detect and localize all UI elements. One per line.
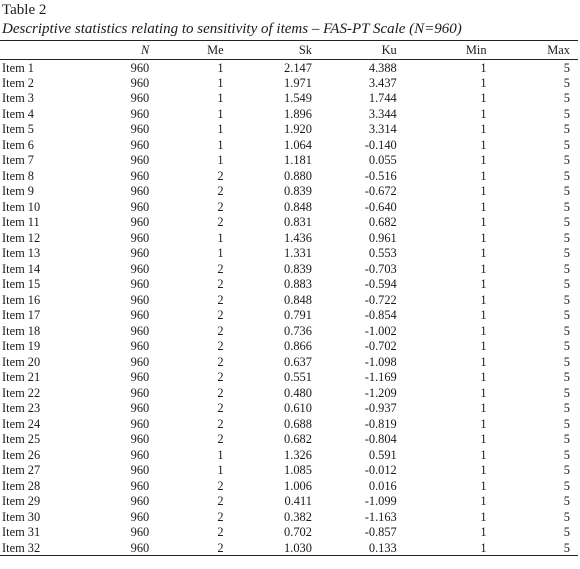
cell-item: Item 13 [2, 246, 41, 261]
table-row [0, 308, 578, 324]
cell-me: 1 [217, 230, 224, 245]
cell-me: 2 [217, 494, 224, 509]
cell-n: 960 [130, 277, 150, 292]
table-row [0, 540, 578, 556]
table-title-n: N [414, 21, 425, 37]
cell-item: Item 29 [2, 494, 41, 509]
cell-min: 1 [480, 106, 487, 121]
cell-item: Item 26 [2, 447, 41, 462]
table-row [0, 215, 578, 231]
cell-n: 960 [130, 199, 150, 214]
table-row [0, 122, 578, 138]
cell-me: 2 [217, 261, 224, 276]
cell-ku: 0.133 [314, 540, 401, 556]
cell-me: 2 [217, 416, 224, 431]
descriptive-statistics-table [0, 40, 578, 556]
cell-sk: 0.839 [284, 184, 312, 199]
cell-min: 1 [480, 478, 487, 493]
cell-item: Item 27 [2, 463, 41, 478]
table-row [0, 153, 578, 169]
cell-n: 960 [130, 416, 150, 431]
header-n: N [75, 41, 153, 60]
cell-sk: 1.326 [284, 447, 312, 462]
cell-max: 5 [563, 509, 570, 524]
cell-sk: 2.147 [284, 60, 312, 75]
cell-me: 2 [217, 354, 224, 369]
cell-ku: -0.516 [364, 168, 397, 183]
cell-item: Item 25 [2, 432, 41, 447]
cell-ku: -0.672 [364, 184, 397, 199]
cell-item: Item 16 [2, 292, 41, 307]
cell-me: 1 [217, 447, 224, 462]
cell-ku: -0.804 [364, 432, 397, 447]
cell-sk: 0.848 [284, 199, 312, 214]
cell-me: 1 [217, 91, 224, 106]
cell-max: 5 [563, 246, 570, 261]
cell-item: Item 6 [2, 137, 34, 152]
table-row [0, 292, 578, 308]
cell-min: 1 [480, 494, 487, 509]
cell-min: 1 [480, 153, 487, 168]
cell-item: Item 10 [2, 199, 41, 214]
cell-n: 960 [130, 339, 150, 354]
cell-sk: 1.085 [284, 463, 312, 478]
cell-item: Item 11 [2, 215, 40, 230]
table-header [0, 41, 578, 60]
cell-min: 1 [480, 168, 487, 183]
table-row [0, 60, 578, 76]
cell-me: 2 [217, 308, 224, 323]
cell-min: 1 [480, 323, 487, 338]
cell-n: 960 [130, 292, 150, 307]
cell-item: Item 24 [2, 416, 41, 431]
cell-item: Item 19 [2, 339, 41, 354]
cell-min: 1 [480, 246, 487, 261]
cell-n: 960 [130, 91, 150, 106]
table-row [0, 137, 578, 153]
cell-ku: -0.819 [364, 416, 397, 431]
cell-me: 2 [217, 292, 224, 307]
cell-max: 5 [563, 230, 570, 245]
cell-item: Item 2 [2, 75, 34, 90]
cell-n: 960 [130, 308, 150, 323]
table-row [0, 478, 578, 494]
cell-n: 960 [130, 354, 150, 369]
cell-ku: -1.002 [364, 323, 397, 338]
cell-me: 2 [153, 540, 229, 556]
cell-sk: 0.702 [284, 525, 312, 540]
cell-item: Item 23 [2, 401, 41, 416]
header-ku: Ku [314, 41, 401, 60]
cell-n: 960 [130, 370, 150, 385]
cell-item: Item 32 [0, 540, 75, 556]
header-max: Max [515, 41, 578, 60]
cell-n: 960 [130, 153, 150, 168]
cell-max: 5 [563, 494, 570, 509]
cell-sk: 1.006 [284, 478, 312, 493]
cell-min: 1 [480, 416, 487, 431]
cell-item: Item 1 [2, 60, 34, 75]
cell-n: 960 [130, 122, 150, 137]
header-item [0, 41, 75, 60]
cell-min: 1 [480, 292, 487, 307]
cell-n: 960 [130, 385, 150, 400]
cell-sk: 0.551 [284, 370, 312, 385]
cell-n: 960 [130, 168, 150, 183]
cell-me: 2 [217, 277, 224, 292]
cell-min: 1 [480, 215, 487, 230]
cell-me: 1 [217, 463, 224, 478]
cell-item: Item 5 [2, 122, 34, 137]
cell-n: 960 [130, 323, 150, 338]
cell-item: Item 12 [2, 230, 41, 245]
table-label: Table 2 [2, 2, 47, 18]
cell-sk: 1.331 [284, 246, 312, 261]
cell-max: 5 [563, 416, 570, 431]
table-row [0, 323, 578, 339]
table-row [0, 370, 578, 386]
cell-min: 1 [480, 277, 487, 292]
table-row [0, 447, 578, 463]
cell-sk: 0.682 [284, 432, 312, 447]
cell-max: 5 [563, 292, 570, 307]
cell-max: 5 [563, 91, 570, 106]
cell-ku: 0.016 [368, 478, 397, 493]
cell-n: 960 [130, 230, 150, 245]
cell-item: Item 7 [2, 153, 34, 168]
cell-sk: 0.866 [284, 339, 312, 354]
cell-n: 960 [130, 509, 150, 524]
cell-max: 5 [563, 261, 570, 276]
cell-ku: 3.314 [368, 122, 397, 137]
cell-max: 5 [563, 122, 570, 137]
cell-item: Item 8 [2, 168, 34, 183]
cell-n: 960 [130, 463, 150, 478]
table-row [0, 401, 578, 417]
cell-ku: 3.344 [368, 106, 397, 121]
table-row [0, 75, 578, 91]
cell-item: Item 3 [2, 91, 34, 106]
cell-me: 2 [217, 323, 224, 338]
cell-n: 960 [130, 75, 150, 90]
cell-min: 1 [480, 509, 487, 524]
cell-me: 1 [217, 60, 224, 75]
cell-sk: 1.436 [284, 230, 312, 245]
cell-me: 2 [217, 509, 224, 524]
cell-n: 960 [130, 137, 150, 152]
table-title [2, 20, 462, 38]
table-row [0, 339, 578, 355]
cell-min: 1 [480, 91, 487, 106]
cell-max: 5 [563, 60, 570, 75]
cell-max: 5 [563, 463, 570, 478]
cell-me: 2 [217, 432, 224, 447]
table-row [0, 416, 578, 432]
cell-ku: -0.703 [364, 261, 397, 276]
table-title-prefix: Descriptive statistics relating to sensitivity of items – FAS-PT Scale ( [2, 21, 415, 37]
cell-n: 960 [130, 401, 150, 416]
cell-me: 2 [217, 199, 224, 214]
table-body [0, 60, 578, 556]
header-me: Me [153, 41, 229, 60]
cell-min: 1 [480, 525, 487, 540]
cell-min: 1 [480, 60, 487, 75]
cell-max: 5 [563, 478, 570, 493]
cell-max: 5 [563, 323, 570, 338]
cell-item: Item 30 [2, 509, 41, 524]
cell-ku: -0.140 [364, 137, 397, 152]
cell-min: 1 [480, 447, 487, 462]
cell-sk: 1.030 [230, 540, 314, 556]
header-sk: Sk [230, 41, 314, 60]
cell-me: 2 [217, 215, 224, 230]
cell-min: 1 [480, 463, 487, 478]
table-row [0, 261, 578, 277]
cell-max: 5 [563, 432, 570, 447]
cell-item: Item 14 [2, 261, 41, 276]
table-row [0, 432, 578, 448]
header-min: Min [401, 41, 515, 60]
cell-ku: 1.744 [368, 91, 397, 106]
cell-me: 2 [217, 401, 224, 416]
cell-n: 960 [130, 60, 150, 75]
cell-max: 5 [563, 370, 570, 385]
cell-min: 1 [480, 339, 487, 354]
table-title-suffix: =960) [424, 21, 462, 37]
cell-max: 5 [563, 168, 570, 183]
cell-max: 5 [563, 447, 570, 462]
cell-min: 1 [480, 261, 487, 276]
cell-me: 2 [217, 525, 224, 540]
cell-max: 5 [563, 401, 570, 416]
cell-item: Item 20 [2, 354, 41, 369]
table-row [0, 184, 578, 200]
table-row [0, 246, 578, 262]
cell-sk: 0.791 [284, 308, 312, 323]
cell-max: 5 [563, 308, 570, 323]
cell-min: 1 [480, 122, 487, 137]
cell-ku: 0.682 [368, 215, 397, 230]
cell-ku: -1.098 [364, 354, 397, 369]
cell-sk: 1.920 [284, 122, 312, 137]
cell-item: Item 21 [2, 370, 41, 385]
table-row [0, 230, 578, 246]
table-row [0, 91, 578, 107]
cell-ku: -1.209 [364, 385, 397, 400]
cell-max: 5 [563, 199, 570, 214]
cell-sk: 0.480 [284, 385, 312, 400]
cell-min: 1 [480, 385, 487, 400]
cell-item: Item 31 [2, 525, 41, 540]
cell-ku: -0.937 [364, 401, 397, 416]
cell-me: 2 [217, 478, 224, 493]
cell-min: 1 [480, 75, 487, 90]
cell-sk: 0.637 [284, 354, 312, 369]
cell-max: 5 [563, 277, 570, 292]
cell-ku: 3.437 [368, 75, 397, 90]
cell-min: 1 [480, 184, 487, 199]
cell-ku: -0.722 [364, 292, 397, 307]
cell-n: 960 [130, 432, 150, 447]
cell-min: 1 [480, 308, 487, 323]
cell-sk: 0.880 [284, 168, 312, 183]
cell-n: 960 [130, 106, 150, 121]
cell-min: 1 [401, 540, 515, 556]
cell-me: 1 [217, 137, 224, 152]
table-row [0, 525, 578, 541]
cell-item: Item 9 [2, 184, 34, 199]
cell-me: 1 [217, 246, 224, 261]
cell-n: 960 [130, 447, 150, 462]
cell-sk: 1.181 [284, 153, 312, 168]
cell-ku: 0.055 [368, 153, 397, 168]
cell-n: 960 [130, 494, 150, 509]
table-row [0, 385, 578, 401]
cell-sk: 1.064 [284, 137, 312, 152]
cell-max: 5 [563, 385, 570, 400]
cell-sk: 0.610 [284, 401, 312, 416]
cell-n: 960 [130, 246, 150, 261]
cell-me: 1 [217, 75, 224, 90]
cell-max: 5 [563, 525, 570, 540]
cell-sk: 0.688 [284, 416, 312, 431]
table-row [0, 168, 578, 184]
cell-ku: -0.702 [364, 339, 397, 354]
cell-item: Item 17 [2, 308, 41, 323]
cell-item: Item 22 [2, 385, 41, 400]
cell-item: Item 28 [2, 478, 41, 493]
cell-min: 1 [480, 199, 487, 214]
cell-ku: -1.163 [364, 509, 397, 524]
table-row [0, 463, 578, 479]
cell-ku: -1.169 [364, 370, 397, 385]
cell-max: 5 [563, 137, 570, 152]
cell-sk: 0.382 [284, 509, 312, 524]
cell-sk: 0.839 [284, 261, 312, 276]
cell-ku: 0.591 [368, 447, 397, 462]
cell-min: 1 [480, 370, 487, 385]
cell-min: 1 [480, 401, 487, 416]
cell-n: 960 [130, 478, 150, 493]
cell-ku: 0.553 [368, 246, 397, 261]
cell-max: 5 [563, 184, 570, 199]
cell-ku: -0.854 [364, 308, 397, 323]
table-row [0, 509, 578, 525]
cell-ku: -0.012 [364, 463, 397, 478]
cell-item: Item 15 [2, 277, 41, 292]
cell-me: 1 [217, 153, 224, 168]
cell-sk: 1.896 [284, 106, 312, 121]
cell-min: 1 [480, 230, 487, 245]
cell-max: 5 [563, 75, 570, 90]
cell-n: 960 [130, 184, 150, 199]
cell-n: 960 [130, 261, 150, 276]
table-row [0, 106, 578, 122]
cell-max: 5 [563, 339, 570, 354]
cell-ku: -0.857 [364, 525, 397, 540]
cell-sk: 0.411 [284, 494, 312, 509]
cell-ku: -0.640 [364, 199, 397, 214]
table-row [0, 199, 578, 215]
cell-me: 2 [217, 168, 224, 183]
cell-sk: 0.848 [284, 292, 312, 307]
cell-max: 5 [563, 153, 570, 168]
cell-ku: 4.388 [368, 60, 397, 75]
cell-item: Item 18 [2, 323, 41, 338]
cell-min: 1 [480, 432, 487, 447]
cell-sk: 0.831 [284, 215, 312, 230]
cell-min: 1 [480, 354, 487, 369]
cell-me: 2 [217, 370, 224, 385]
cell-ku: -0.594 [364, 277, 397, 292]
cell-item: Item 4 [2, 106, 34, 121]
cell-sk: 1.549 [284, 91, 312, 106]
cell-n: 960 [130, 215, 150, 230]
cell-ku: -1.099 [364, 494, 397, 509]
cell-me: 2 [217, 184, 224, 199]
cell-me: 2 [217, 385, 224, 400]
cell-me: 1 [217, 122, 224, 137]
cell-max: 5 [563, 354, 570, 369]
cell-me: 2 [217, 339, 224, 354]
table-row [0, 354, 578, 370]
cell-sk: 0.883 [284, 277, 312, 292]
cell-max: 5 [563, 106, 570, 121]
table-row [0, 494, 578, 510]
cell-max: 5 [515, 540, 578, 556]
table-row [0, 277, 578, 293]
cell-n: 960 [130, 525, 150, 540]
cell-n: 960 [75, 540, 153, 556]
cell-max: 5 [563, 215, 570, 230]
header-row [0, 41, 578, 60]
cell-sk: 0.736 [284, 323, 312, 338]
cell-min: 1 [480, 137, 487, 152]
cell-ku: 0.961 [368, 230, 397, 245]
cell-me: 1 [217, 106, 224, 121]
cell-sk: 1.971 [284, 75, 312, 90]
